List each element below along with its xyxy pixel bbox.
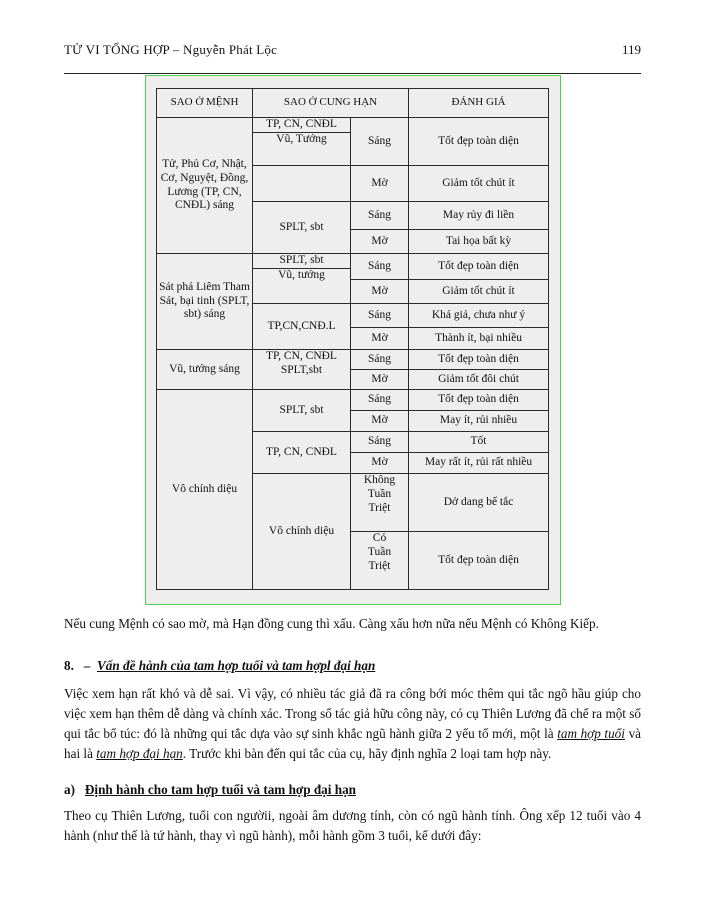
khong-tuan-triet-cell	[351, 474, 409, 532]
evaluation-cell: Giảm tốt chút ít	[409, 280, 549, 304]
scanned-table-figure	[145, 75, 561, 605]
tuan-triet-line: Không	[363, 474, 396, 486]
tuan-triet-line: Tuần	[367, 487, 392, 500]
table-row	[157, 390, 549, 411]
brightness-cell: Mờ	[351, 280, 409, 304]
menh-cell: Vũ, tướng sáng	[157, 350, 253, 390]
section-label: a)	[64, 782, 75, 797]
evaluation-cell: Thành ít, bại nhiều	[409, 328, 549, 350]
brightness-cell: Mờ	[351, 230, 409, 254]
evaluation-cell: Khá giả, chưa như ý	[409, 304, 549, 328]
evaluation-table	[156, 88, 549, 590]
header-rule	[64, 73, 641, 74]
col-header-menh: SAO Ở MỆNH	[157, 89, 253, 118]
han-sub-cell: Vũ, tướng	[253, 268, 350, 283]
brightness-cell: Mờ	[351, 166, 409, 202]
menh-cell: Tử, Phủ Cơ, Nhật, Cơ, Nguyệt, Đồng, Lương (TP, CN, CNĐL) sáng	[157, 118, 253, 254]
brightness-cell: Mờ	[351, 453, 409, 474]
brightness-cell: Sáng	[351, 202, 409, 230]
evaluation-cell: Tốt đẹp toàn diện	[409, 532, 549, 590]
paragraph-thien-luong: Theo cụ Thiên Lương, tuổi con ngườii, ngoài âm dương tính, còn có ngũ hành tính. Ông xếp 12 tuổi vào 4 hành (như thế là tứ hành, thay vì ngũ hành), mỗi hành gồm 3 tuổi, kể dưới đây:	[64, 808, 641, 843]
han-cell: TP,CN,CNĐ.L	[253, 304, 351, 350]
col-header-danh-gia: ĐÁNH GIÁ	[409, 89, 549, 118]
evaluation-cell: Tốt đẹp toàn diện	[409, 118, 549, 166]
page-number: 119	[621, 42, 641, 57]
han-cell	[253, 254, 351, 304]
han-sub-cell: SPLT, sbt	[279, 254, 324, 266]
section-dash: –	[83, 658, 91, 673]
section-title: Định hành cho tam hợp tuổi và tam hợp đại hạn	[84, 782, 357, 797]
brightness-cell: Sáng	[351, 254, 409, 280]
evaluation-cell: Tốt	[409, 432, 549, 453]
han-sub-cell: SPLT,sbt	[280, 363, 323, 376]
tuan-triet-line: Có	[372, 532, 387, 544]
evaluation-cell: Tốt đẹp toàn diện	[409, 254, 549, 280]
brightness-cell: Sáng	[351, 390, 409, 411]
evaluation-cell: Giảm tốt chút ít	[409, 166, 549, 202]
running-title: TỬ VI TỔNG HỢP – Nguyễn Phát Lộc	[64, 42, 278, 57]
brightness-cell: Sáng	[351, 118, 409, 166]
evaluation-cell: Tai họa bất kỳ	[409, 230, 549, 254]
han-cell	[253, 350, 351, 390]
section-title: Vấn đề hành của tam hợp tuổi và tam hợpl đại hạn	[96, 658, 376, 673]
evaluation-cell: May rất ít, rủi rất nhiều	[409, 453, 549, 474]
brightness-cell: Sáng	[351, 304, 409, 328]
paragraph-text: và hai là	[64, 726, 642, 761]
paragraph-text: Việc xem hạn rất khó và dễ sai. Vì vậy, có nhiều tác giả đã ra công bới móc thêm qui tắc ngõ hầu giúp cho việc xem hạn thêm dễ dàng và chính xác. Trong số tác giả hữu công này, có cụ Thiên Lương đã chế ra một số qui tắc bổ túc: đó là những qui tắc dựa vào sự sinh khắc ngũ hành giữa 2 yếu tố mới, một là	[64, 686, 641, 741]
tuan-triet-line: Triệt	[368, 559, 391, 572]
paragraph-text: . Trước khi bàn đến qui tắc của cụ, hãy định nghĩa 2 loại tam hợp này.	[182, 746, 552, 761]
evaluation-cell: Giảm tốt đôi chút	[409, 370, 549, 390]
table-row	[157, 350, 549, 370]
evaluation-cell: Tốt đẹp toàn diện	[409, 350, 549, 370]
brightness-cell: Mờ	[351, 370, 409, 390]
table-header-row	[157, 89, 549, 118]
han-cell: SPLT, sbt	[253, 390, 351, 432]
section-8-heading	[64, 658, 375, 674]
co-tuan-triet-cell	[351, 532, 409, 590]
brightness-cell: Sáng	[351, 432, 409, 453]
term-tam-hop-dai-han: tam hợp đại hạn	[96, 746, 183, 761]
han-sub-cell: TP, CN, CNĐL	[266, 118, 337, 130]
evaluation-cell: May rủy đi liền	[409, 202, 549, 230]
page-header	[64, 42, 641, 60]
brightness-cell: Sáng	[351, 350, 409, 370]
brightness-cell: Mờ	[351, 328, 409, 350]
section-a-heading	[64, 782, 356, 798]
paragraph-mo-menh: Nếu cung Mệnh có sao mờ, mà Hạn đồng cung thì xấu. Càng xấu hơn nữa nếu Mệnh có Không Kiếp.	[64, 616, 599, 631]
han-cell: TP, CN, CNĐL	[253, 432, 351, 474]
brightness-cell: Mờ	[351, 411, 409, 432]
tuan-triet-line: Triệt	[368, 501, 391, 514]
evaluation-cell: Dở dang bế tắc	[409, 474, 549, 532]
han-sub-cell: TP, CN, CNĐL	[266, 350, 337, 362]
table-row	[157, 118, 549, 166]
paragraph-xem-han	[64, 684, 641, 764]
han-cell-spacer	[253, 166, 351, 202]
han-cell: Vô chính diệu	[253, 474, 351, 590]
section-number: 8.	[64, 658, 74, 673]
han-cell: SPLT, sbt	[253, 202, 351, 254]
menh-cell: Sát phá Liêm Tham Sát, bại tinh (SPLT, sbt) sáng	[157, 254, 253, 350]
table-row	[157, 254, 549, 280]
menh-cell: Vô chính diệu	[157, 390, 253, 590]
evaluation-cell: May ít, rủi nhiều	[409, 411, 549, 432]
han-cell	[253, 118, 351, 166]
evaluation-cell: Tốt đẹp toàn diện	[409, 390, 549, 411]
han-sub-cell: Vũ, Tướng	[253, 132, 350, 147]
tuan-triet-line: Tuần	[367, 545, 392, 558]
term-tam-hop-tuoi: tam hợp tuổi	[557, 726, 625, 741]
col-header-han: SAO Ở CUNG HẠN	[253, 89, 409, 118]
